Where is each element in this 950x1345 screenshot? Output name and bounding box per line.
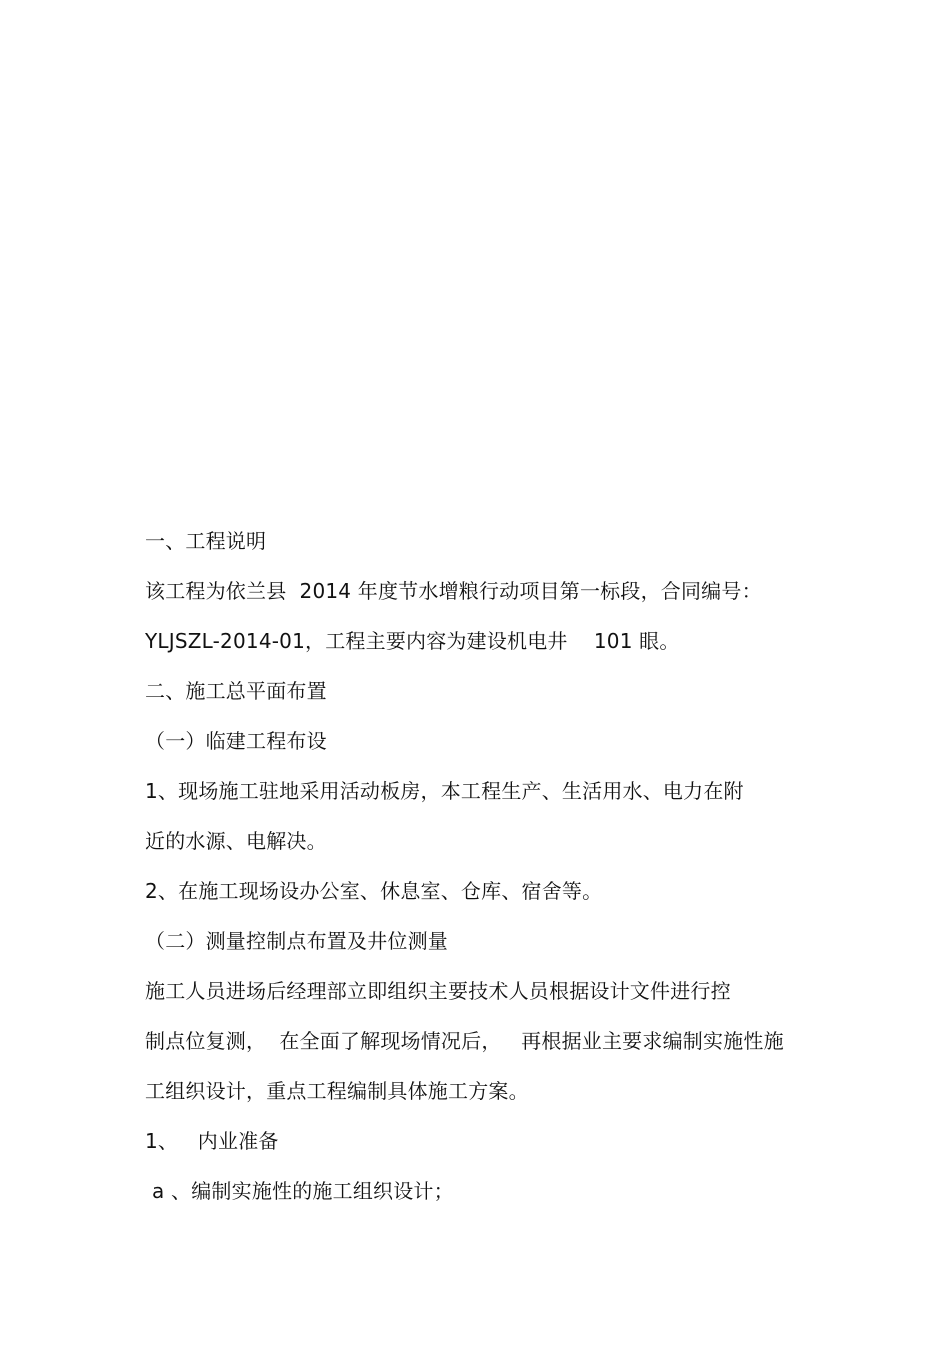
- paragraph-line: 该工程为依兰县 2014 年度节水增粮行动项目第一标段，合同编号：: [145, 579, 762, 603]
- list-heading-internal-preparation: 1、 内业准备: [145, 1129, 279, 1153]
- paragraph-line: YLJSZL-2014-01，工程主要内容为建设机电井 101 眼。: [145, 629, 680, 653]
- paragraph-line: 施工人员进场后经理部立即组织主要技术人员根据设计文件进行控: [145, 979, 731, 1003]
- paragraph-line: 工组织设计，重点工程编制具体施工方案。: [145, 1079, 529, 1103]
- paragraph-line: 2、在施工现场设办公室、休息室、仓库、宿舍等。: [145, 879, 603, 903]
- paragraph-line: 近的水源、电解决。: [145, 829, 327, 853]
- list-item: a 、编制实施性的施工组织设计；: [152, 1179, 454, 1203]
- subsection-heading-temporary-works: （一）临建工程布设: [145, 729, 327, 753]
- section-heading-site-layout: 二、施工总平面布置: [145, 679, 327, 703]
- paragraph-line: 1、现场施工驻地采用活动板房，本工程生产、生活用水、电力在附: [145, 779, 744, 803]
- subsection-heading-survey-control: （二）测量控制点布置及井位测量: [145, 929, 448, 953]
- section-heading-project-description: 一、工程说明: [145, 529, 267, 553]
- paragraph-line: 制点位复测， 在全面了解现场情况后， 再根据业主要求编制实施性施: [145, 1029, 784, 1053]
